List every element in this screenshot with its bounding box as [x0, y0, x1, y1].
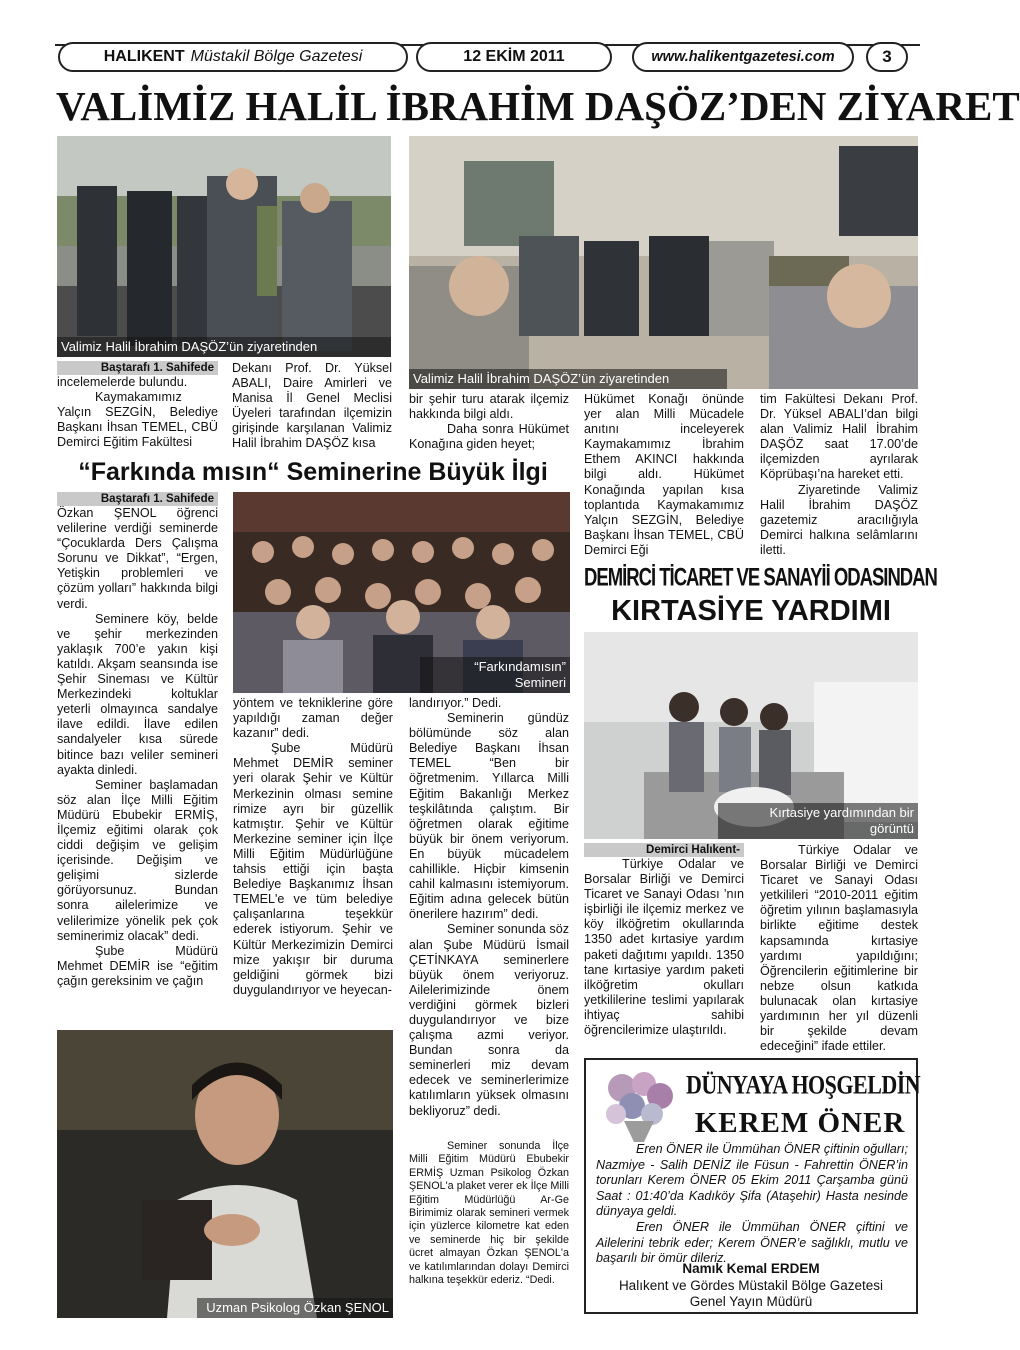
article2-column-3-small [409, 1140, 569, 1320]
article1-column-4 [584, 392, 744, 557]
website-pill[interactable] [632, 42, 854, 72]
meeting-photo-illustration [409, 136, 918, 389]
article1-photo-1 [57, 136, 391, 357]
announcement-signature-title1: Halıkent ve Gördes Müstakil Bölge Gazetesi [618, 1278, 884, 1293]
article3-headline-line2: KIRTASİYE YARDIMI [611, 595, 891, 627]
article2-col1-p3: Seminer başlamadan söz alan İlçe Milli Eğitim Müdürü Ebubekir ERMİŞ, İlçemiz eğitimi olarak çok ciddi değişim ve gelişim içerisinde. Değişim ve gelişimi sizlerde görüyorsunuz. Bundan sonra ailelerimize ve velilerimize yönelik pek çok seminerimiz olacak” dedi. [57, 777, 218, 943]
flower-bouquet-icon [594, 1066, 684, 1144]
article2-kicker: Baştarafı 1. Sahifede [57, 492, 218, 506]
article2-col3-small-p1: Seminer sonunda İlçe Milli Eğitim Müdürü Ebubekir ERMİŞ Uzman Psikolog Özkan ŞENOL'a plaket verer ek İlçe Milli Eğitim Müdürlüğü Ar-Ge Birimimiz olarak semineri vermek için yüzlerce kilometre kat eden ve seminerde hiç bir şekilde ücret almayan Özkan ŞENOL'a ve katılımlarından dolayı Demirci halkına teşekkür ederiz. “Dedi. [409, 1140, 569, 1287]
article1-col2-p1: Dekanı Prof. Dr. Yüksel ABALI, Daire Amirleri ve Manisa İl Genel Meclisi Üyeleri tarafından ilçemizin girişinde karşılanan Valimiz Halil İbrahim DAŞÖZ kısa [232, 361, 392, 451]
article1-col4-p1: Hükümet Konağı önünde yer alan Milli Mücadele anıtını inceleyerek Kaymakamımız İbrahim Ethem AKINCI hakkında bilgi aldı. Hükümet Konağında yapılan kısa toplantıda Kaymakamımız Yalçın SEZGİN, Belediye Başkanı İhsan TEMEL, CBÜ Demirci Eği [584, 392, 744, 557]
announcement-signature-title2: Genel Yayın Müdürü [689, 1294, 813, 1309]
article3-photo [584, 632, 918, 839]
article1-col3-p1: bir şehir turu atarak ilçemiz hakkında bilgi aldı. [409, 392, 569, 422]
article2-col3-p3: Seminer sonunda söz alan Şube Müdürü İsmail ÇETİNKAYA seminerlere büyük önem veriyoruz. Ailelerimizinde önem verdiğini görmek bizleri duygulandırıyor ve bize çalışma azmi veriyor. Bundan sonra da seminerleri miz devam edecek ve seminerlerimize katılımların yüksek olmasını bekliyoruz” dedi. [409, 922, 569, 1118]
article2-headline: “Farkında mısın“ Seminerine Büyük İlgi [78, 458, 548, 486]
article1-photo-2 [409, 136, 918, 389]
page-number-pill [866, 42, 908, 72]
article1-column-3 [409, 392, 569, 452]
article2-col3-p2: Seminerin gündüz bölümünde söz alan Belediye Başkanı İhsan TEMEL “Ben bir öğretmenim. Yıllarca Milli Eğitim Bakanlığı Merkez teşkilâtında çalıştım. Bir öğretmen olarak eğitime büyük bir önem veriyorum. En büyük mücadelem cahillikle. Hiçbir kimsenin cahil kalmasını istemiyorum. Eğitim adına gelecek bütün önerilere hazırım” dedi. [409, 711, 569, 922]
website-link[interactable]: www.halikentgazetesi.com [651, 49, 835, 65]
announcement-signature-name: Namık Kemal ERDEM [682, 1261, 820, 1276]
article1-column-5 [760, 392, 918, 557]
article2-col1-p1: Özkan ŞENOL öğrenci velilerine verdiği seminerde “Çocuklarda Ders Çalışma Sorunu ve Dikkat”, “Ergen, Yetişkin problemleri ve çözüm yolları” hakkında bilgi verdi. [57, 506, 218, 611]
article1-photo-2-caption: Valimiz Halil İbrahim DAŞÖZ’ün ziyaretinden [409, 369, 727, 389]
article2-portrait-photo [57, 1030, 393, 1318]
article2-col1-p4: Şube Müdürü Mehmet DEMİR ise “eğitim çağın gereksinim ve çağın [57, 943, 218, 988]
article1-headline: VALİMİZ HALİL İBRAHİM DAŞÖZ’DEN ZİYARET [56, 83, 1020, 129]
article2-seminar-photo [233, 492, 570, 693]
article1-col3-p2: Daha sonra Hükümet Konağına giden heyet; [409, 422, 569, 452]
article3-column-1 [584, 843, 744, 1053]
announcement-paragraph-2: Eren ÖNER ile Ümmühan ÖNER çiftini ve Ailelerini tebrik eder; Kerem ÖNER’e sağlıklı, mutlu ve başarılı bir ömür dileriz. [596, 1220, 908, 1265]
birth-announcement-box [584, 1058, 921, 1314]
paper-name-bold: HALIKENT [103, 48, 185, 65]
article2-column-1 [57, 492, 218, 1022]
article1-col5-p2: Ziyaretinde Valimiz Halil İbrahim DAŞÖZ gazetemiz aracılığıyla Demirci halkına selâmlarını iletti. [760, 482, 918, 557]
article1-col1-p1: incelemelerde bulundu. [57, 375, 188, 389]
article1-photo-1-caption: Valimiz Halil İbrahim DAŞÖZ’ün ziyaretinden [57, 337, 391, 357]
paper-name-pill [58, 42, 408, 72]
article1-col5-p1: tim Fakültesi Dekanı Prof. Dr. Yüksel ABALI’dan bilgi alan Valimiz Halil İbrahim DAŞÖZ saat 17.00’de ilçemizden ayrılarak Köprübaşı’na hareket etti. [760, 392, 918, 482]
article3-photo-caption: Kırtasiye yardımından bir görüntü [718, 803, 918, 839]
handshake-photo-illustration [57, 136, 391, 357]
article1-column-2 [232, 361, 392, 451]
paper-name-rest: Müstakil Bölge Gazetesi [190, 48, 363, 65]
article2-col2-p1: yöntem ve tekniklerine göre yapıldığı zaman değer kazanır” dedi. [233, 696, 393, 741]
page-number: 3 [882, 47, 892, 66]
announcement-headline: DÜNYAYA HOŞGELDİN [686, 1069, 921, 1100]
date-pill [416, 42, 612, 72]
article3-col2-p1: Türkiye Odalar ve Borsalar Birliği ve Demirci Ticaret ve Sanayi Odası yetkilileri “2010-2011 eğitim öğretim yılının başlamasıyla birlikte eğitime destek kapsamında kırtasiye yardımı yapıldığını; Öğrencilerin eğitimlerine bir nebze olsun katkıda bulunacak olan kırtasiye yardımının her yıl düzenli bir şekilde devam edeceğini” ifade ettiler. [760, 843, 918, 1054]
article3-column-2 [760, 843, 918, 1053]
article2-col2-p2: Şube Müdürü Mehmet DEMİR seminer yeri olarak Şehir ve Kültür Merkezinin olması semine rimize ayrı bir güzellik katmıştır. Şehir ve Kültür Merkezine seminer için İlçe Milli Eğitim Müdürlüğüne tahsis ettiği için başta Belediye Başkanımız İhsan TEMEL'e ve tüm belediye çalışanlarına teşekkür ederek istiyorum. Şehir ve Kültür Merkezimizin Demirci mize yakışır bir duruma geldiğini görmek bizi duygulandırıyor ve heyecan- [233, 741, 393, 997]
announcement-paragraph-1: Eren ÖNER ile Ümmühan ÖNER çiftinin oğulları; Nazmiye - Salih DENİZ ile Füsun - Fahrettin ÖNER’in torunları Kerem ÖNER 05 Ekim 2011 Çarşamba günü Saat : 01:40’da Kadıköy Şifa (Ataşehir) Hasta nesinde dünyaya geldi. [596, 1142, 908, 1218]
article1-col1-p2: Kaymakamımız Yalçın SEZGİN, Belediye Başkanı İhsan TEMEL, CBÜ Demirci Eğitim Fakültesi [57, 390, 218, 450]
article3-kicker: Demirci Halıkent- [584, 843, 744, 857]
article3-col1-p1: Türkiye Odalar ve Borsalar Birliği ve Demirci Ticaret ve Sanayi Odası ’nın işbirliği ile ilçemiz merkez ve köy ilköğretim okullarında 1350 adet kırtasiye yardım paketi dağıtımı yapıldı. 1350 tane kırtasiye yardım paketi ilköğretim okulları yetkililerine teslimi yapılarak ihtiyaç sahibi öğrencilerimize ulaştırıldı. [584, 857, 744, 1038]
article2-column-3 [409, 696, 569, 1136]
article1-column-1 [57, 361, 218, 450]
article1-kicker: Baştarafı 1. Sahifede [57, 361, 218, 375]
article2-portrait-caption: Uzman Psikolog Özkan ŞENOL [197, 1298, 393, 1318]
article2-photo-caption: “Farkındamısın” Semineri [420, 657, 570, 693]
issue-date: 12 EKİM 2011 [463, 48, 565, 65]
article3-headline-line1: DEMİRCİ TİCARET VE SANAYİİ ODASINDAN [584, 562, 937, 591]
article2-column-2 [233, 696, 393, 1022]
speaker-photo-illustration [57, 1030, 393, 1318]
announcement-baby-name: KEREM ÖNER [694, 1107, 906, 1139]
article2-col3-p1: landırıyor.” Dedi. [409, 696, 502, 710]
article2-col1-p2: Seminere köy, belde ve şehir merkezinden yaklaşık 700’e yakın kişi katıldı. Akşam seansında ise Şehir Sineması ve Kültür Merkezindeki koltuklar yeterli olmayınca sandalye ilave edildi. İlave edilen sandalyeler kısa sürede bitince bazı veliler semineri ayakta dinledi. [57, 611, 218, 777]
